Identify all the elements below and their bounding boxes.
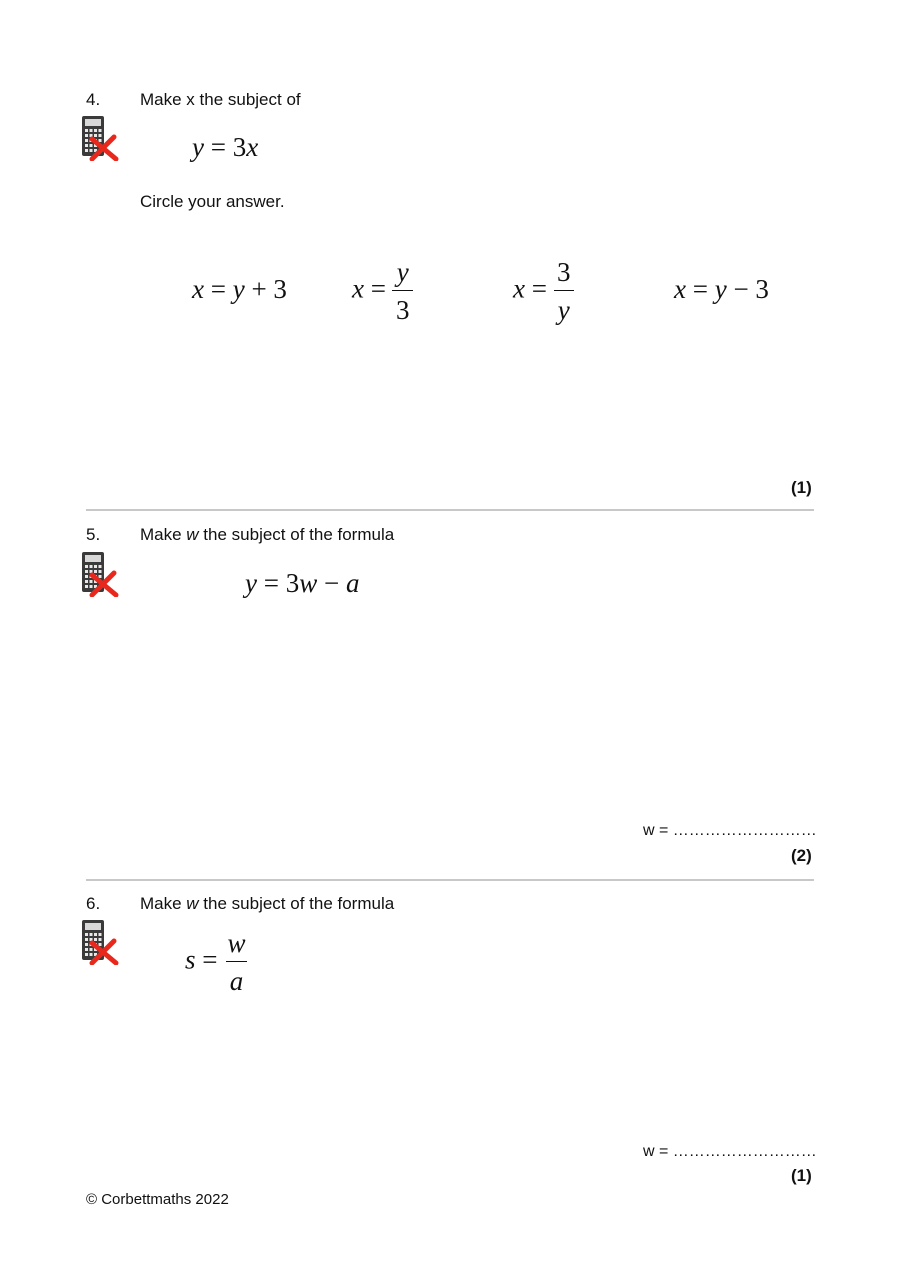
- question-6-marks: (1): [791, 1166, 812, 1185]
- answer-option-4[interactable]: x = y − 3: [674, 274, 769, 304]
- question-5-answer-line[interactable]: w = ………………………: [643, 822, 817, 839]
- question-6-answer-line[interactable]: w = ………………………: [643, 1143, 817, 1160]
- answer-option-1[interactable]: x = y + 3: [192, 274, 287, 304]
- question-4-instruction: Circle your answer.: [140, 192, 285, 211]
- prompt-variable: w: [186, 525, 199, 544]
- question-6-formula: s = $\frac{w}{a}$: [185, 928, 246, 996]
- prompt-variable: w: [186, 894, 199, 913]
- question-4-prompt: Make x the subject of: [140, 90, 301, 109]
- prompt-text: the subject of the formula: [198, 894, 395, 913]
- no-calculator-icon: [80, 551, 120, 597]
- question-4-number: 4.: [86, 90, 101, 109]
- question-5-formula: y = 3w − a: [245, 568, 360, 598]
- question-6-prompt: [140, 894, 394, 914]
- question-4-marks: (1): [791, 478, 812, 497]
- divider: [86, 879, 814, 881]
- question-5-number: 5.: [86, 525, 101, 544]
- question-6-number: 6.: [86, 894, 101, 913]
- question-5-prompt: [140, 525, 394, 545]
- prompt-text: the subject of the formula: [198, 525, 395, 544]
- question-5-marks: (2): [791, 846, 812, 865]
- question-4-formula: y = 3x: [192, 132, 259, 162]
- no-calculator-icon: [80, 115, 120, 161]
- copyright-footer: © Corbettmaths 2022: [86, 1191, 229, 1208]
- no-calculator-icon: [80, 919, 120, 965]
- prompt-text: Make: [140, 894, 187, 913]
- answer-option-2[interactable]: x = $\frac{y}{3}$: [352, 259, 413, 324]
- prompt-text: Make: [140, 525, 187, 544]
- divider: [86, 509, 814, 511]
- answer-option-3[interactable]: x = $\frac{3}{y}$: [513, 259, 574, 324]
